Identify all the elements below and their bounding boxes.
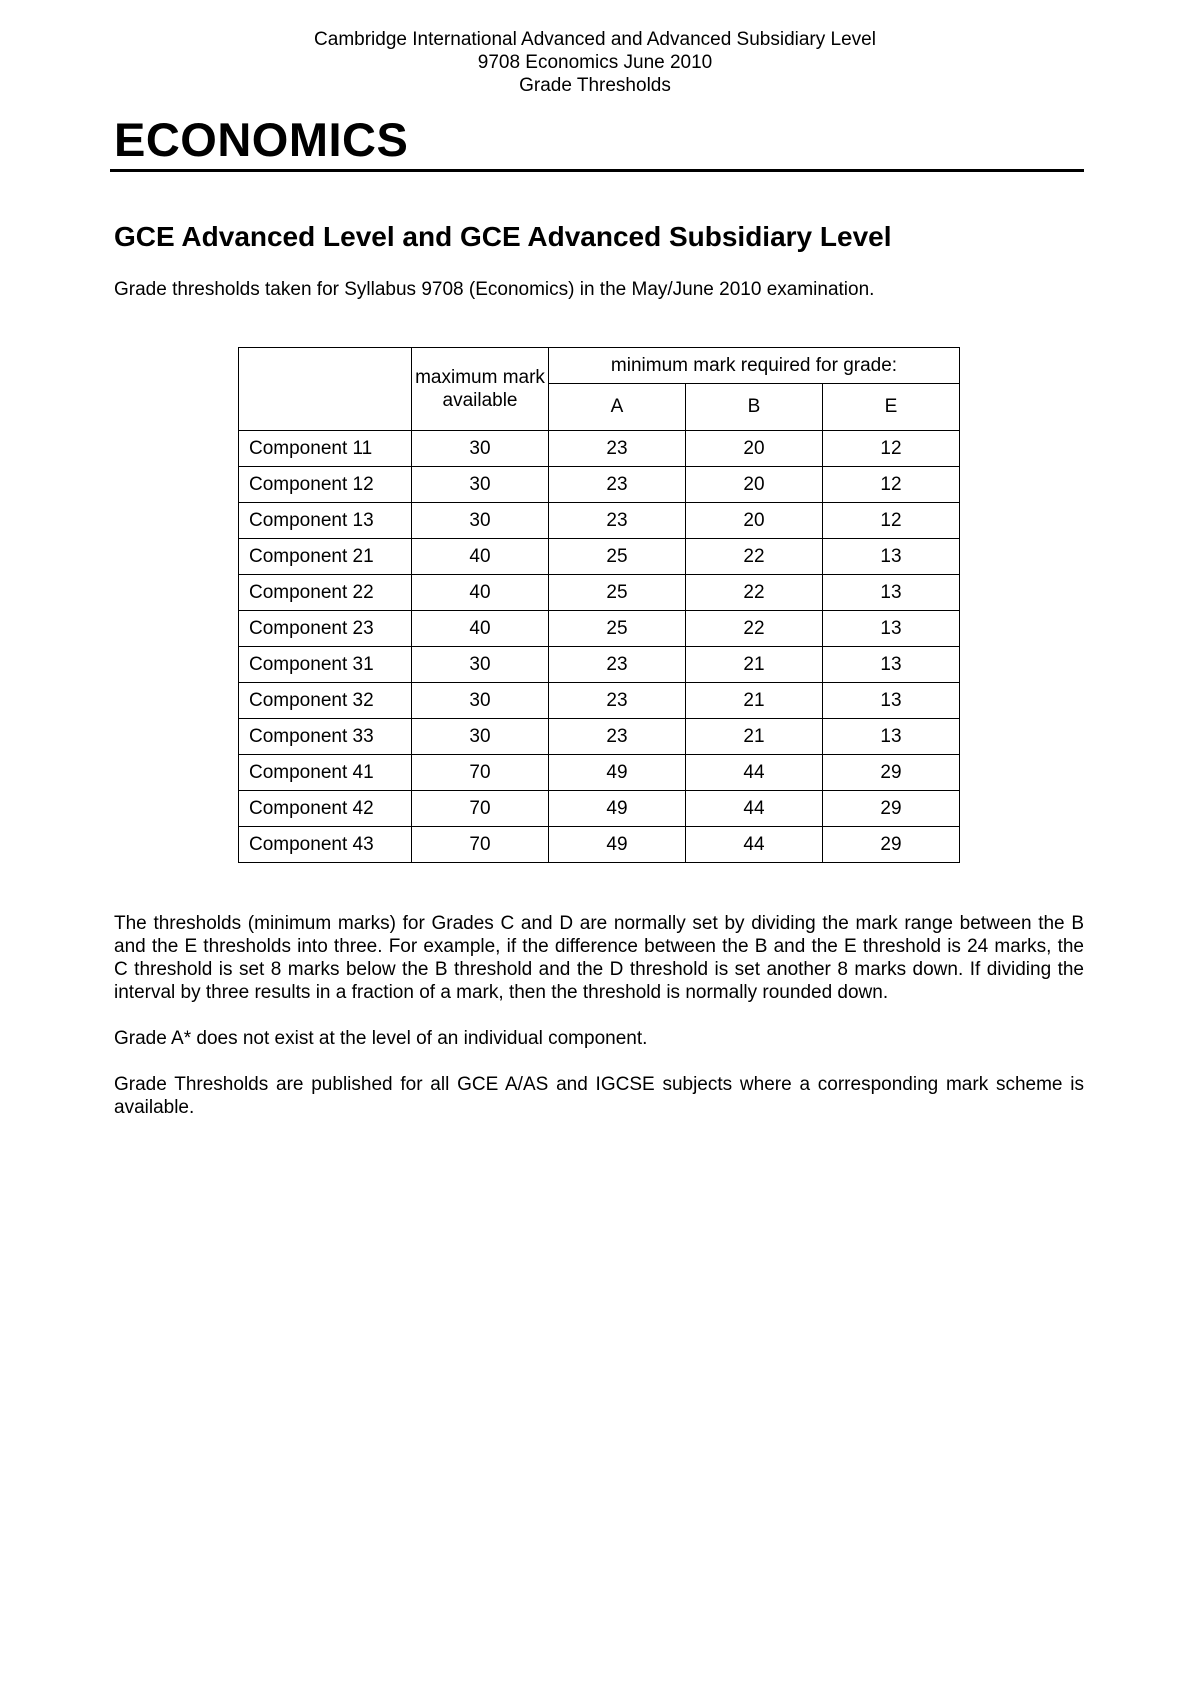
grade-a-cell: 49 xyxy=(549,827,686,863)
header-min-mark: minimum mark required for grade: xyxy=(549,348,960,384)
grade-b-cell: 22 xyxy=(686,611,823,647)
grade-b-cell: 20 xyxy=(686,503,823,539)
max-mark-cell: 30 xyxy=(412,431,549,467)
grade-a-cell: 23 xyxy=(549,719,686,755)
grade-a-cell: 25 xyxy=(549,575,686,611)
component-cell: Component 32 xyxy=(239,683,412,719)
max-mark-cell: 40 xyxy=(412,611,549,647)
grade-b-cell: 21 xyxy=(686,647,823,683)
grade-a-cell: 23 xyxy=(549,467,686,503)
max-mark-cell: 30 xyxy=(412,719,549,755)
table-row xyxy=(239,791,960,827)
grade-b-cell: 22 xyxy=(686,575,823,611)
grade-a-cell: 23 xyxy=(549,647,686,683)
component-cell: Component 12 xyxy=(239,467,412,503)
component-cell: Component 21 xyxy=(239,539,412,575)
level-title: GCE Advanced Level and GCE Advanced Subsidiary Level xyxy=(114,221,892,252)
grade-e-cell: 13 xyxy=(823,683,960,719)
table-row xyxy=(239,611,960,647)
component-cell: Component 33 xyxy=(239,719,412,755)
max-mark-cell: 70 xyxy=(412,791,549,827)
component-cell: Component 31 xyxy=(239,647,412,683)
component-cell: Component 41 xyxy=(239,755,412,791)
grade-a-cell: 25 xyxy=(549,539,686,575)
header-doc-type: Grade Thresholds xyxy=(519,75,671,96)
subject-title: ECONOMICS xyxy=(114,113,409,166)
header-grade-b: B xyxy=(686,384,823,431)
subject-divider xyxy=(110,169,1084,172)
grade-b-cell: 20 xyxy=(686,467,823,503)
grade-e-cell: 29 xyxy=(823,791,960,827)
note-c-d-thresholds: The thresholds (minimum marks) for Grades C and D are normally set by dividing the mark range between the B and the E thresholds into three. For example, if the difference between the B and the E threshold is 24 marks, the C threshold is set 8 marks below the B threshold and the D threshold is set another 8 marks down. If dividing the interval by three results in a fraction of a mark, then the threshold is normally rounded down. xyxy=(114,913,1084,1003)
grade-b-cell: 22 xyxy=(686,539,823,575)
grade-e-cell: 13 xyxy=(823,575,960,611)
header-grade-a: A xyxy=(549,384,686,431)
grade-threshold-table xyxy=(238,347,960,863)
notes-section xyxy=(114,912,1084,1142)
note-publication: Grade Thresholds are published for all GCE A/AS and IGCSE subjects where a corresponding mark scheme is available. xyxy=(114,1074,1084,1118)
component-cell: Component 22 xyxy=(239,575,412,611)
grade-e-cell: 12 xyxy=(823,503,960,539)
table-row xyxy=(239,539,960,575)
header-max-mark: maximum mark available xyxy=(412,348,549,431)
max-mark-cell: 30 xyxy=(412,467,549,503)
grade-a-cell: 23 xyxy=(549,503,686,539)
grade-b-cell: 21 xyxy=(686,719,823,755)
table-row xyxy=(239,431,960,467)
table-corner-cell xyxy=(239,348,412,431)
max-mark-cell: 40 xyxy=(412,575,549,611)
table-row xyxy=(239,719,960,755)
table-row xyxy=(239,755,960,791)
grade-a-cell: 23 xyxy=(549,431,686,467)
grade-b-cell: 20 xyxy=(686,431,823,467)
table-body xyxy=(239,431,960,863)
component-cell: Component 11 xyxy=(239,431,412,467)
grade-e-cell: 12 xyxy=(823,467,960,503)
table-row xyxy=(239,827,960,863)
grade-e-cell: 29 xyxy=(823,755,960,791)
table-row xyxy=(239,503,960,539)
grade-b-cell: 21 xyxy=(686,683,823,719)
max-mark-cell: 30 xyxy=(412,683,549,719)
max-mark-cell: 30 xyxy=(412,647,549,683)
table-row xyxy=(239,575,960,611)
intro-text: Grade thresholds taken for Syllabus 9708 (Economics) in the May/June 2010 examination. xyxy=(114,279,875,300)
component-cell: Component 43 xyxy=(239,827,412,863)
grade-e-cell: 13 xyxy=(823,539,960,575)
max-mark-cell: 30 xyxy=(412,503,549,539)
header-exam-title: Cambridge International Advanced and Advanced Subsidiary Level xyxy=(314,29,876,50)
table-row xyxy=(239,647,960,683)
grade-e-cell: 12 xyxy=(823,431,960,467)
header-syllabus: 9708 Economics June 2010 xyxy=(477,52,713,73)
max-mark-cell: 70 xyxy=(412,827,549,863)
grade-a-cell: 49 xyxy=(549,791,686,827)
grade-b-cell: 44 xyxy=(686,755,823,791)
grade-e-cell: 13 xyxy=(823,611,960,647)
grade-a-cell: 23 xyxy=(549,683,686,719)
component-cell: Component 42 xyxy=(239,791,412,827)
grade-b-cell: 44 xyxy=(686,827,823,863)
component-cell: Component 13 xyxy=(239,503,412,539)
header-grade-e: E xyxy=(823,384,960,431)
table-row xyxy=(239,683,960,719)
grade-a-cell: 25 xyxy=(549,611,686,647)
grade-a-cell: 49 xyxy=(549,755,686,791)
table-row xyxy=(239,467,960,503)
grade-e-cell: 29 xyxy=(823,827,960,863)
document-header xyxy=(0,28,1190,97)
grade-b-cell: 44 xyxy=(686,791,823,827)
grade-e-cell: 13 xyxy=(823,647,960,683)
max-mark-cell: 40 xyxy=(412,539,549,575)
note-a-star: Grade A* does not exist at the level of an individual component. xyxy=(114,1028,648,1049)
max-mark-cell: 70 xyxy=(412,755,549,791)
component-cell: Component 23 xyxy=(239,611,412,647)
grade-e-cell: 13 xyxy=(823,719,960,755)
